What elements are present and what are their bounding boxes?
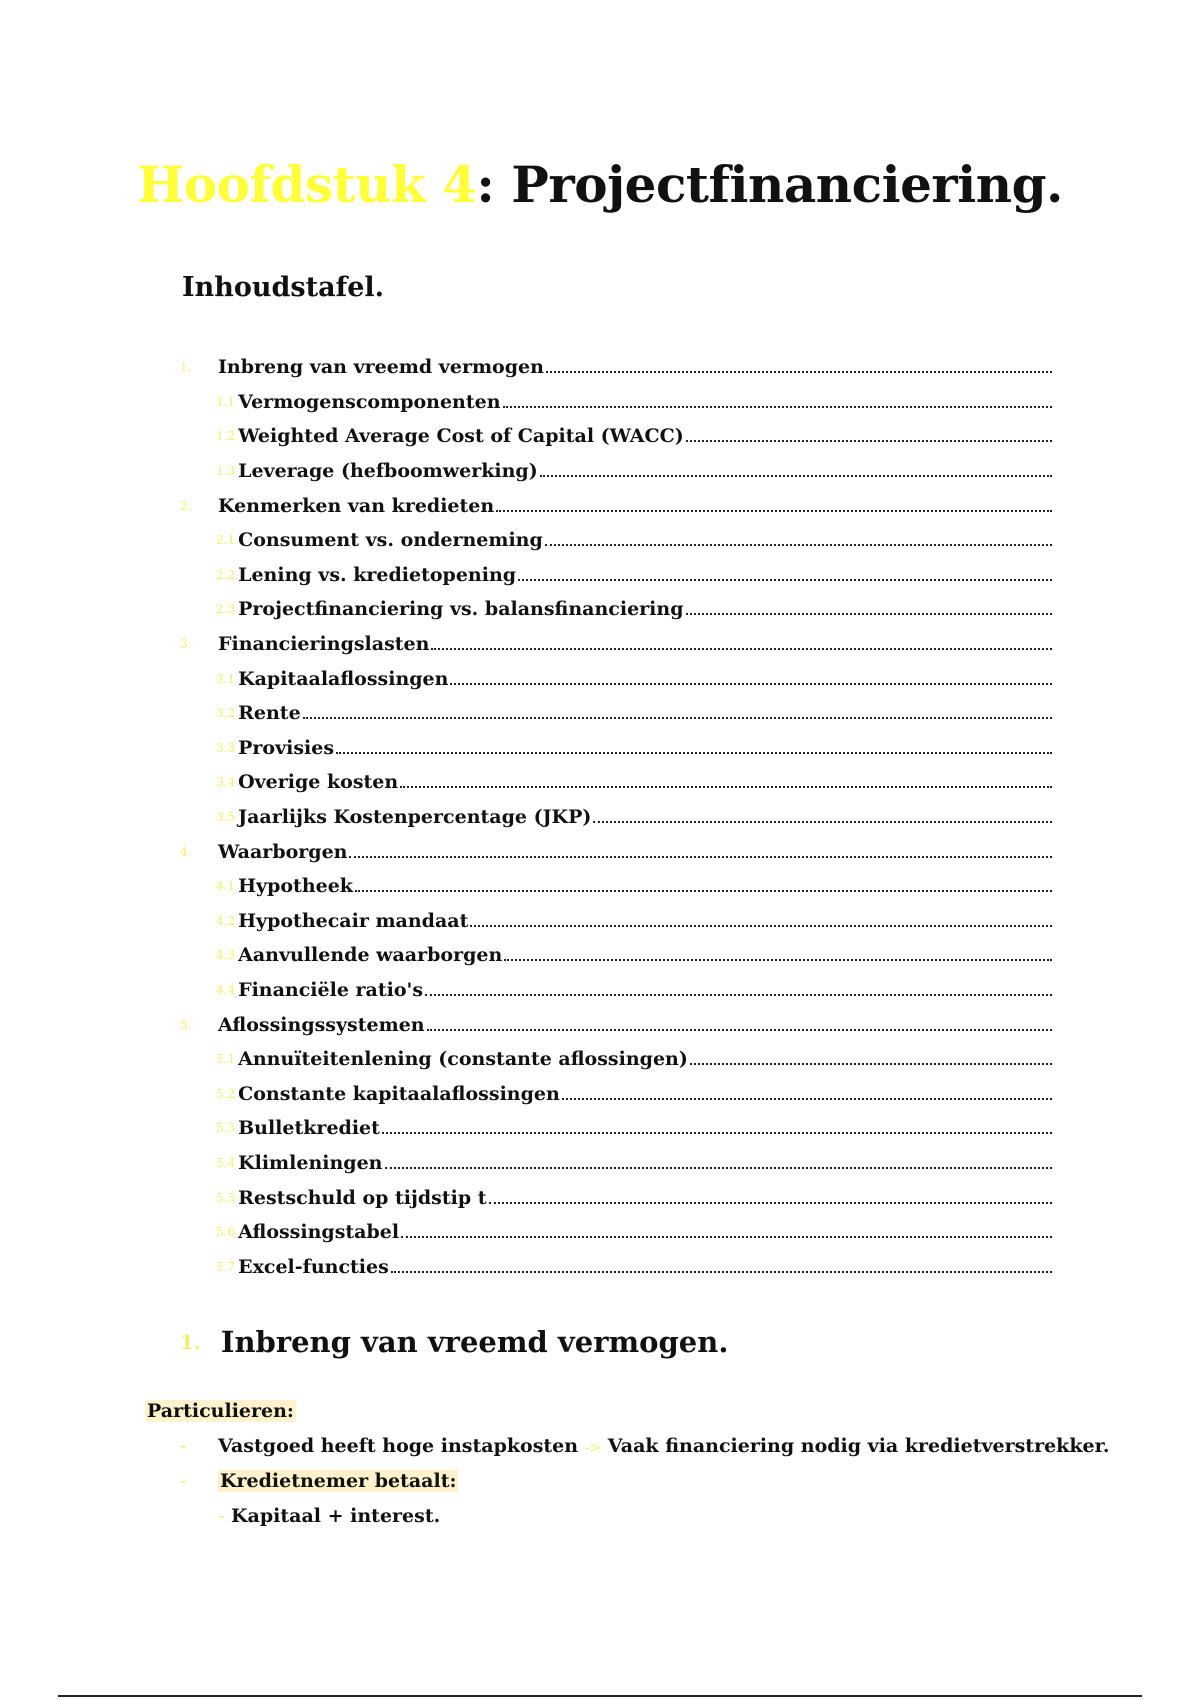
toc-dot-leader <box>503 406 1052 408</box>
page-bottom-rule <box>58 1695 1142 1697</box>
toc-entry[interactable] <box>180 1215 1052 1250</box>
bullet1-text-a: Vastgoed heeft hoge instapkosten <box>218 1435 579 1457</box>
bullet-dash: - <box>180 1470 187 1492</box>
section-number: 1. <box>180 1330 201 1354</box>
toc-entry-label: Bulletkrediet <box>238 1117 380 1140</box>
toc-entry[interactable] <box>180 523 1052 558</box>
toc-entry[interactable] <box>180 1111 1052 1146</box>
toc-entry-label: Vermogenscomponenten <box>238 390 501 413</box>
toc-dot-leader <box>425 994 1052 996</box>
toc-entry[interactable] <box>180 731 1052 766</box>
toc-entry-number: 3.1 <box>216 671 236 686</box>
toc-dot-leader <box>690 1063 1052 1065</box>
toc-entry[interactable] <box>180 454 1052 489</box>
toc-entry-label: Weighted Average Cost of Capital (WACC) <box>238 425 684 448</box>
toc-entry-label: Klimleningen <box>238 1151 383 1174</box>
toc-entry-number: 3.4 <box>216 775 236 790</box>
toc-entry-number: 1.2 <box>216 429 236 444</box>
toc-entry-label: Leverage (hefboomwerking) <box>238 460 538 483</box>
toc-dot-leader <box>391 1271 1052 1273</box>
toc-entry-number: 5.3 <box>216 1121 236 1136</box>
toc-entry-label: Excel-functies <box>238 1255 389 1278</box>
toc-entry-number: 2.2 <box>216 567 236 582</box>
toc-entry-number: 1.1 <box>216 394 236 409</box>
toc-dot-leader <box>450 683 1052 685</box>
bullet1-text-b: Vaak financiering nodig via kredietverstrekker. <box>607 1435 1110 1457</box>
toc-dot-leader <box>427 1029 1052 1031</box>
bullet2-text: Kredietnemer betaalt: <box>220 1470 457 1492</box>
toc-entry-number: 4.4 <box>216 982 236 997</box>
toc-dot-leader <box>401 1236 1052 1238</box>
toc-entry-label: Hypotheek <box>238 875 353 898</box>
toc-entry-number: 5.7 <box>216 1259 236 1274</box>
toc-dot-leader <box>593 821 1052 823</box>
toc-entry-label: Kenmerken van kredieten <box>218 494 495 517</box>
toc-entry-number: 2. <box>180 498 192 513</box>
toc-entry[interactable] <box>180 1249 1052 1284</box>
toc-entry[interactable] <box>180 661 1052 696</box>
toc-entry-label: Financiële ratio's <box>238 978 424 1001</box>
toc-entry[interactable] <box>180 419 1052 454</box>
toc-entry-label: Aflossingssystemen <box>218 1013 425 1036</box>
toc-entry[interactable] <box>180 765 1052 800</box>
title-chapter: Hoofdstuk 4 <box>137 155 477 214</box>
toc-entry[interactable] <box>180 488 1052 523</box>
toc-entry[interactable] <box>180 1180 1052 1215</box>
toc-dot-leader <box>489 1202 1052 1204</box>
toc-entry-label: Constante kapitaalaflossingen <box>238 1082 560 1105</box>
toc-dot-leader <box>382 1132 1052 1134</box>
toc-entry-label: Financieringslasten <box>218 633 430 656</box>
toc-dot-leader <box>349 856 1052 858</box>
toc-dot-leader <box>504 959 1052 961</box>
toc-entry[interactable] <box>180 904 1052 939</box>
toc-heading: Inhoudstafel. <box>182 272 385 303</box>
toc-entry-number: 5.6 <box>216 1225 236 1240</box>
toc-entry-label: Overige kosten <box>238 771 399 794</box>
toc-entry-number: 4. <box>180 844 192 859</box>
toc-entry-number: 3. <box>180 637 192 652</box>
toc-entry[interactable] <box>180 834 1052 869</box>
toc-entry[interactable] <box>180 350 1052 385</box>
toc-entry-number: 2.1 <box>216 533 236 548</box>
page-title <box>0 155 1200 214</box>
toc-dot-leader <box>355 890 1052 892</box>
toc-entry-label: Provisies <box>238 736 335 759</box>
particulieren-label: Particulieren: <box>147 1400 294 1422</box>
toc-dot-leader <box>518 579 1052 581</box>
toc-entry-label: Rente <box>238 702 301 725</box>
arrow-icon: -> <box>584 1440 602 1456</box>
toc-entry-number: 5.4 <box>216 1155 236 1170</box>
toc-entry-label: Kapitaalaflossingen <box>238 667 449 690</box>
toc-entry-number: 3.2 <box>216 706 236 721</box>
toc-dot-leader <box>400 786 1052 788</box>
toc-dot-leader <box>431 648 1052 650</box>
toc-entry[interactable] <box>180 385 1052 420</box>
sub-list-item <box>218 1505 440 1527</box>
toc-entry-number: 1. <box>180 360 192 375</box>
toc-entry[interactable] <box>180 1076 1052 1111</box>
section-title: Inbreng van vreemd vermogen. <box>220 1325 729 1359</box>
toc-entry[interactable] <box>180 869 1052 904</box>
table-of-contents <box>180 350 1052 1284</box>
toc-entry-number: 5.5 <box>216 1190 236 1205</box>
toc-entry-number: 4.3 <box>216 948 236 963</box>
bullet-dash: - <box>180 1435 187 1457</box>
toc-entry-label: Annuïteitenlening (constante aflossingen) <box>238 1048 688 1071</box>
toc-entry-label: Restschuld op tijdstip t <box>238 1186 487 1209</box>
toc-dot-leader <box>562 1098 1052 1100</box>
toc-dot-leader <box>496 510 1052 512</box>
toc-dot-leader <box>686 613 1053 615</box>
toc-entry[interactable] <box>180 696 1052 731</box>
toc-entry[interactable] <box>180 1007 1052 1042</box>
toc-dot-leader <box>470 925 1052 927</box>
toc-entry-label: Jaarlijks Kostenpercentage (JKP) <box>238 806 592 829</box>
toc-entry-number: 5.2 <box>216 1086 236 1101</box>
toc-dot-leader <box>385 1167 1053 1169</box>
toc-entry-number: 5.1 <box>216 1052 236 1067</box>
title-rest: : Projectfinanciering. <box>476 155 1063 214</box>
toc-entry-number: 4.1 <box>216 879 236 894</box>
toc-entry[interactable] <box>180 1042 1052 1077</box>
toc-entry-number: 2.3 <box>216 602 236 617</box>
toc-entry-number: 3.5 <box>216 810 236 825</box>
toc-entry-number: 1.3 <box>216 464 236 479</box>
toc-entry[interactable] <box>180 592 1052 627</box>
sub1-text: Kapitaal + interest. <box>231 1505 441 1527</box>
toc-entry[interactable] <box>180 558 1052 593</box>
toc-entry[interactable] <box>180 800 1052 835</box>
list-item <box>180 1435 1109 1457</box>
toc-dot-leader <box>336 752 1052 754</box>
toc-entry-label: Projectfinanciering vs. balansfinanciering <box>238 598 684 621</box>
toc-dot-leader <box>686 440 1052 442</box>
toc-dot-leader <box>303 717 1052 719</box>
toc-entry[interactable] <box>180 938 1052 973</box>
toc-entry-number: 4.2 <box>216 913 236 928</box>
toc-entry-label: Waarborgen <box>218 840 348 863</box>
toc-dot-leader <box>540 475 1052 477</box>
toc-entry-label: Consument vs. onderneming <box>238 529 543 552</box>
list-item <box>180 1470 458 1492</box>
toc-dot-leader <box>545 544 1052 546</box>
toc-entry-label: Inbreng van vreemd vermogen <box>218 356 544 379</box>
toc-entry[interactable] <box>180 973 1052 1008</box>
toc-entry[interactable] <box>180 1146 1052 1181</box>
toc-entry-label: Hypothecair mandaat <box>238 909 469 932</box>
toc-entry-number: 5. <box>180 1017 192 1032</box>
section-heading <box>180 1325 728 1359</box>
toc-entry-label: Aflossingstabel <box>238 1221 400 1244</box>
toc-dot-leader <box>546 371 1052 373</box>
toc-entry[interactable] <box>180 627 1052 662</box>
toc-entry-number: 3.3 <box>216 740 236 755</box>
sub-dash: - <box>218 1505 225 1527</box>
toc-entry-label: Aanvullende waarborgen <box>238 944 503 967</box>
particulieren-line <box>145 1400 296 1422</box>
toc-entry-label: Lening vs. kredietopening <box>238 563 517 586</box>
